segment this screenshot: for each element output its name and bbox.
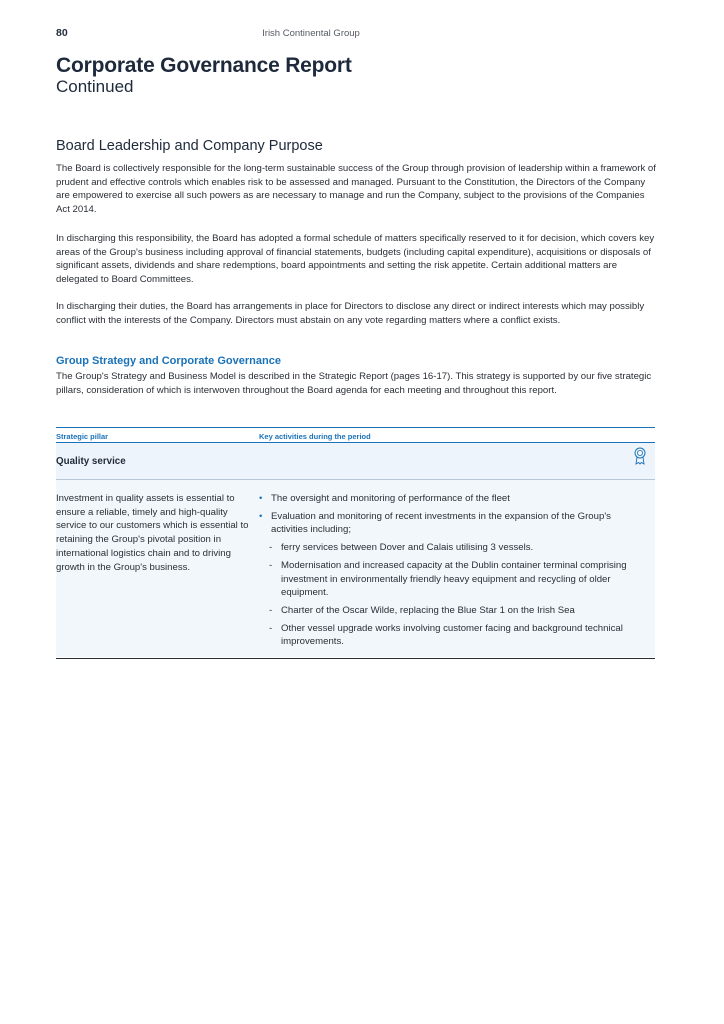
bullet-text: Evaluation and monitoring of recent investments in the expansion of the Group's activities including; bbox=[271, 510, 611, 536]
sub-bullet-mark: - bbox=[269, 622, 273, 634]
sub-list-item bbox=[259, 604, 639, 618]
page-number: 80 bbox=[56, 27, 68, 39]
page-title: Corporate Governance Report bbox=[56, 54, 352, 77]
paragraph-schedule-of-matters: In discharging this responsibility, the Board has adopted a formal schedule of matters specifically reserved to it for decision, which covers key areas of the Group's business including approval of financial statements, budgets (including capital expenditure), acquisitions or disposals of significant assets, dividends and share redemptions, board appointments and setting the risk appetite. Certain additional matters are delegated to Board Committees. bbox=[56, 233, 655, 286]
page-subtitle: Continued bbox=[56, 77, 134, 96]
sub-bullet-text: Charter of the Oscar Wilde, replacing the Blue Star 1 on the Irish Sea bbox=[281, 604, 575, 616]
running-head: Irish Continental Group bbox=[262, 28, 360, 39]
sub-bullet-mark: - bbox=[269, 559, 273, 571]
sub-bullet-text: Modernisation and increased capacity at the Dublin container terminal comprising investment in environmentally friendly heavy equipment and recycling of older equipment. bbox=[281, 559, 627, 599]
pillar-name: Quality service bbox=[56, 456, 126, 467]
strategy-paragraph: The Group's Strategy and Business Model is described in the Strategic Report (pages 16-17). This strategy is supported by our five strategic pillars, consideration of which is interwoven throughout the Board agenda for each meeting and throughout this report. bbox=[56, 371, 652, 396]
sub-list-item bbox=[259, 622, 639, 649]
pillar-row bbox=[56, 443, 655, 480]
bullet-mark: • bbox=[259, 510, 263, 522]
sub-list-item bbox=[259, 541, 639, 555]
strategy-table bbox=[56, 427, 655, 659]
bullet-mark: • bbox=[259, 493, 263, 504]
table-header-key-activities: Key activities during the period bbox=[259, 432, 371, 441]
table-header-strategic-pillar: Strategic pillar bbox=[56, 432, 109, 441]
sub-bullet-mark: - bbox=[269, 542, 273, 554]
content-row bbox=[56, 480, 655, 657]
sub-bullet-text: Other vessel upgrade works involving customer facing and background technical improvements. bbox=[281, 622, 623, 648]
list-item bbox=[259, 510, 639, 537]
strategy-heading: Group Strategy and Corporate Governance bbox=[56, 355, 281, 367]
sub-list-item bbox=[259, 559, 639, 600]
sub-bullet-mark: - bbox=[269, 604, 273, 616]
paragraph-board-responsibility: The Board is collectively responsible for the long-term sustainable success of the Group through provision of leadership within a framework of prudent and effective controls which enables risk to be assessed and managed. Pursuant to the Constitution, the Directors of the Company are empowered to exercise all such powers as are necessary to manage and run the Company, subject to the provisions of the Companies Act 2014. bbox=[56, 163, 656, 216]
pillar-description: Investment in quality assets is essential to ensure a reliable, timely and high-quality service to our customers which is essential to retaining the Group's pivotal position in international logistics chain and to driving growth in the Group's business. bbox=[56, 493, 249, 573]
paragraph-conflicts: In discharging their duties, the Board has arrangements in place for Directors to disclose any direct or indirect interests which may possibly conflict with the interests of the Company. Directors must abstain on any vote regarding matters where a conflict exists. bbox=[56, 301, 645, 326]
award-ribbon-icon bbox=[633, 447, 647, 465]
key-activities-list bbox=[259, 492, 639, 653]
section-heading: Board Leadership and Company Purpose bbox=[56, 138, 323, 154]
bullet-text: The oversight and monitoring of performance of the fleet bbox=[271, 493, 510, 504]
sub-bullet-text: ferry services between Dover and Calais utilising 3 vessels. bbox=[281, 542, 534, 554]
list-item bbox=[259, 492, 639, 506]
